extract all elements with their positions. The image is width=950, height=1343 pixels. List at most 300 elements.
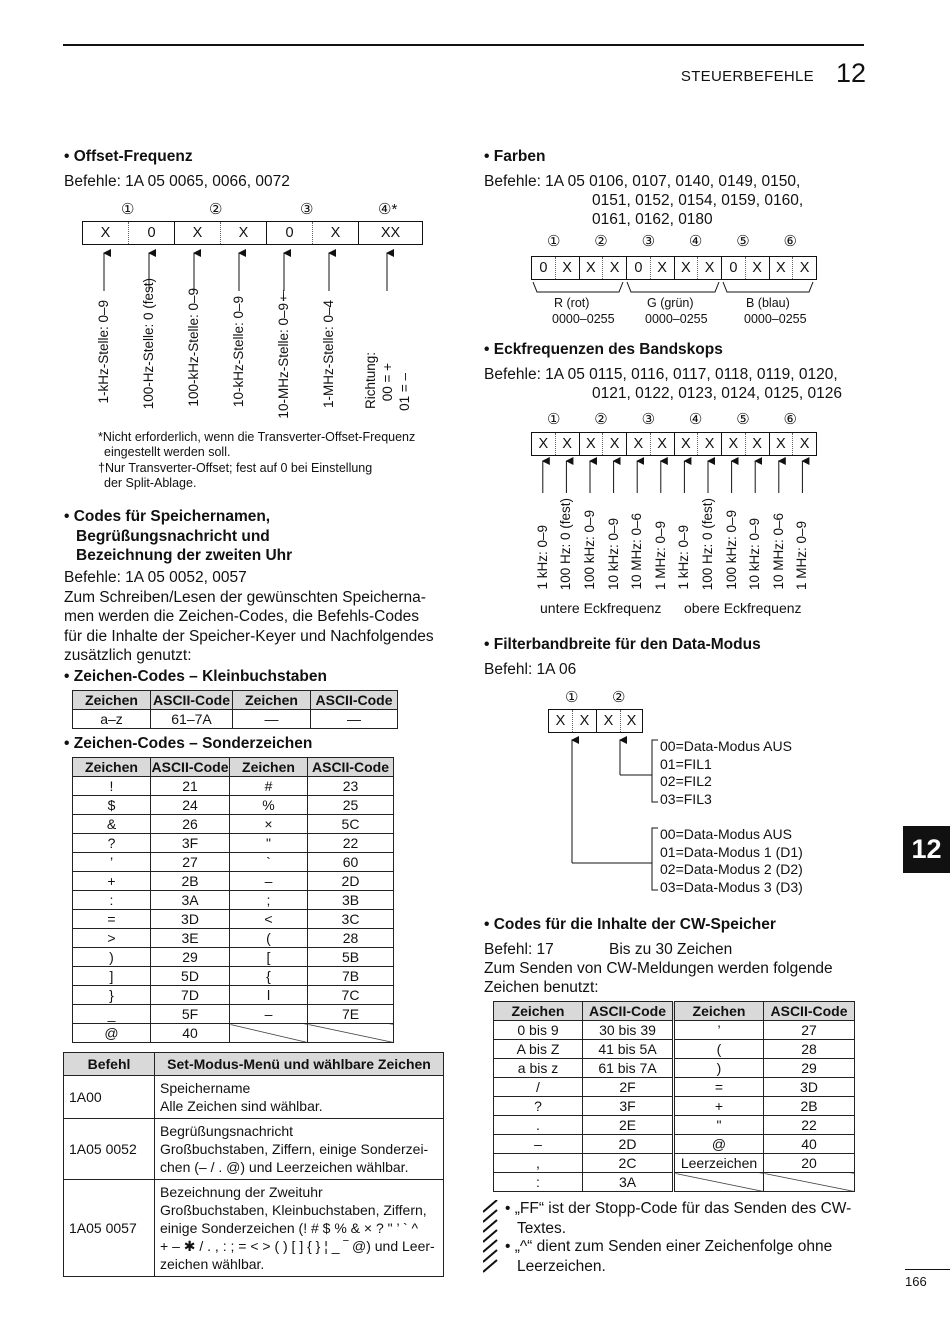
table-cell: 3D <box>764 1078 855 1097</box>
table-cell: 2D <box>583 1135 674 1154</box>
table-cell: 29 <box>764 1059 855 1078</box>
table-row <box>73 1005 394 1024</box>
codes-paragraph-line: Zum Schreiben/Lesen der gewünschten Speicherna- <box>64 588 426 606</box>
table-cell: 2F <box>583 1078 674 1097</box>
table-cell: 29 <box>151 948 230 967</box>
farben-cmd: 0151, 0152, 0154, 0159, 0160, <box>592 192 804 209</box>
table-cell: 2B <box>764 1097 855 1116</box>
menu-cmd: 1A05 0057 <box>64 1180 155 1277</box>
offset-commands: Befehle: 1A 05 0065, 0066, 0072 <box>64 173 290 190</box>
table-cell <box>764 1173 855 1192</box>
eck-upper-label: obere Eckfrequenz <box>684 600 802 616</box>
table-row <box>494 1116 855 1135</box>
table-cell: 5D <box>151 967 230 986</box>
filter-option: 02=Data-Modus 2 (D2) <box>660 861 803 877</box>
offset-note: eingestellt werden soll. <box>104 445 231 459</box>
table-cell: [ <box>230 948 308 967</box>
codes-title-line: • Codes für Speichernamen, <box>64 508 271 525</box>
filter-option: 03=Data-Modus 3 (D3) <box>660 878 803 895</box>
table-cell: a bis z <box>494 1059 583 1078</box>
eck-label: 100 Hz: 0 (fest) <box>700 497 715 590</box>
codes-title <box>64 507 292 566</box>
group-number: ⑥ <box>783 411 797 428</box>
table-cell: × <box>230 815 308 834</box>
cw-header: ASCII-Code <box>583 1002 674 1021</box>
table-row <box>73 853 394 872</box>
codes-title-line: Begrüßungsnachricht und <box>76 527 270 545</box>
farben-cmd: Befehle: 1A 05 0106, 0107, 0140, 0149, 0150, <box>484 173 801 190</box>
code-cell: X <box>556 433 580 455</box>
filter-cell: X <box>573 710 597 732</box>
table-cell: 7B <box>308 967 394 986</box>
table-cell: l <box>230 986 308 1005</box>
group-number: ⑥ <box>783 233 797 250</box>
table-row <box>73 710 398 729</box>
table-row <box>64 1180 444 1277</box>
filter-code-box <box>548 709 643 733</box>
menu-header: Set-Modus-Menü und wählbare Zeichen <box>155 1053 444 1076</box>
cw-note-line: • „FF“ ist der Stopp-Code für das Senden des CW- <box>505 1200 852 1217</box>
farben-group-g <box>645 296 708 327</box>
menu-cmd: 1A05 0052 <box>64 1119 155 1180</box>
offset-label: 10-kHz-Stelle: 0–9 <box>231 296 246 408</box>
table-cell: { <box>230 967 308 986</box>
chapter-side-tab: 12 <box>903 826 950 873</box>
table-cell: > <box>73 929 151 948</box>
table-cell: 2D <box>308 872 394 891</box>
offset-cell: X <box>221 222 267 244</box>
offset-cell: XX <box>380 225 401 241</box>
sonder-table <box>72 757 394 1043</box>
code-cell: X <box>603 257 627 279</box>
code-cell: X <box>746 257 770 279</box>
cw-header: Zeichen <box>674 1002 764 1021</box>
table-cell: , <box>494 1154 583 1173</box>
farben-code-box <box>531 256 817 280</box>
table-cell: & <box>73 815 151 834</box>
note-hatch-icon <box>483 1200 499 1274</box>
farben-group-b <box>744 296 807 327</box>
table-row <box>494 1135 855 1154</box>
menu-desc-line: Großbuchstaben, Ziffern, einige Sonderzei- <box>160 1141 429 1157</box>
filter-num-1: ① <box>565 689 579 706</box>
eck-cmd: Befehle: 1A 05 0115, 0116, 0117, 0118, 0119, 0120, <box>484 366 838 383</box>
table-cell: 40 <box>151 1024 230 1043</box>
group-number: ④ <box>688 411 703 428</box>
farben-group-range: 0000–0255 <box>744 311 807 326</box>
filter-option: 01=FIL1 <box>660 755 712 772</box>
offset-title: • Offset-Frequenz <box>64 148 193 165</box>
cw-title: • Codes für die Inhalte der CW-Speicher <box>484 916 776 933</box>
table-cell: 3A <box>583 1173 674 1192</box>
table-cell: # <box>230 777 308 796</box>
table-cell: $ <box>73 796 151 815</box>
offset-label: 100-kHz-Stelle: 0–9 <box>186 288 201 407</box>
farben-group-range: 0000–0255 <box>552 311 615 326</box>
menu-desc <box>155 1076 444 1119</box>
menu-desc-line: + – ✱ / . , : ; = < > ( ) [ ] { } ¦ _ ‾ @) und Leer- <box>160 1238 435 1254</box>
codes-paragraph-line: men werden die Zeichen-Codes, die Befehls-Codes <box>64 608 419 625</box>
offset-arrows <box>82 245 422 295</box>
eck-lower-label: untere Eckfrequenz <box>540 600 662 616</box>
eck-label: 1 MHz: 0–9 <box>652 520 668 590</box>
offset-num-2: ② <box>209 201 223 218</box>
table-row <box>73 967 394 986</box>
table-cell: 5C <box>308 815 394 834</box>
filter-option: 01=Data-Modus 1 (D1) <box>660 843 803 860</box>
codes-commands: Befehle: 1A 05 0052, 0057 <box>64 569 247 586</box>
table-cell: – <box>494 1135 583 1154</box>
code-cell: X <box>675 257 699 279</box>
table-cell: : <box>73 891 151 910</box>
codes-paragraph-line: zusätzlich genutzt: <box>64 647 192 664</box>
table-cell: 3C <box>308 910 394 929</box>
table-cell: 60 <box>308 853 394 872</box>
table-cell: + <box>674 1097 764 1116</box>
offset-note: †Nur Transverter-Offset; fest auf 0 bei Einstellung <box>98 461 373 475</box>
table-cell: 25 <box>308 796 394 815</box>
table-cell: — <box>233 710 311 729</box>
table-row <box>494 1078 855 1097</box>
sonder-header: ASCII-Code <box>151 759 229 775</box>
table-cell: ? <box>73 834 151 853</box>
codes-title-line: Bezeichnung der zweiten Uhr <box>76 547 293 564</box>
eck-label: 10 kHz: 0–9 <box>605 517 621 590</box>
table-row <box>73 777 394 796</box>
offset-num-1: ① <box>121 201 135 218</box>
filter-options-2 <box>660 738 792 808</box>
table-cell: 40 <box>764 1135 855 1154</box>
table-cell: 22 <box>764 1116 855 1135</box>
table-row <box>73 948 394 967</box>
table-cell: 5F <box>151 1005 230 1024</box>
offset-richtung: Richtung: <box>363 352 378 410</box>
table-cell: 3F <box>583 1097 674 1116</box>
cw-note-line: Textes. <box>517 1219 567 1237</box>
table-cell: 61 bis 7A <box>583 1059 674 1078</box>
group-number: ② <box>594 411 608 428</box>
table-cell: ’ <box>73 853 151 872</box>
eck-label: 10 kHz: 0–9 <box>747 517 763 590</box>
code-cell: X <box>799 260 810 276</box>
filter-options-1 <box>660 826 803 896</box>
sonder-header: Zeichen <box>230 758 308 777</box>
eck-label: 100 Hz: 0 (fest) <box>558 497 574 590</box>
table-cell: 20 <box>764 1154 855 1173</box>
offset-cell: X <box>175 222 221 244</box>
farben-group-name: R (rot) <box>554 296 590 310</box>
offset-code-box <box>82 221 423 245</box>
table-cell: 61–7A <box>151 710 233 729</box>
eck-label: 10 MHz: 0–6 <box>629 513 645 590</box>
code-cell: X <box>651 433 675 455</box>
table-row <box>494 1097 855 1116</box>
group-number: ⑤ <box>736 411 750 428</box>
table-cell: 2C <box>583 1154 674 1173</box>
farben-braces <box>531 280 816 296</box>
code-cell: X <box>627 433 651 455</box>
farben-title: • Farben <box>484 148 546 165</box>
code-cell: X <box>722 433 746 455</box>
eck-label: 1 MHz: 0–9 <box>794 520 810 590</box>
table-row <box>73 910 394 929</box>
header-rule <box>63 44 864 46</box>
table-cell: 3A <box>151 891 230 910</box>
menu-table <box>63 1052 444 1277</box>
table-row <box>73 815 394 834</box>
table-cell <box>674 1173 764 1192</box>
header-title: STEUERBEFEHLE <box>680 68 814 85</box>
offset-label: 1-kHz-Stelle: 0–9 <box>96 300 111 404</box>
offset-num-3: ③ <box>300 201 314 218</box>
filter-cell: X <box>597 710 621 732</box>
table-cell: ) <box>73 948 151 967</box>
table-cell: } <box>73 986 151 1005</box>
table-cell: % <box>230 796 308 815</box>
table-cell: @ <box>73 1024 151 1043</box>
table-row <box>73 986 394 1005</box>
cw-note-line: • „^“ dient zum Senden einer Zeichenfolge ohne <box>505 1238 833 1255</box>
header-chapter: 12 <box>836 58 867 88</box>
table-row <box>73 834 394 853</box>
cw-paragraph-line: Zeichen benutzt: <box>484 979 599 996</box>
table-cell: 28 <box>764 1040 855 1059</box>
farben-group-range: 0000–0255 <box>645 311 708 326</box>
table-cell: ( <box>230 929 308 948</box>
farben-cmd: 0161, 0162, 0180 <box>592 211 713 228</box>
code-cell: X <box>799 436 810 452</box>
page-number: 166 <box>905 1274 927 1289</box>
table-cell: ? <box>494 1097 583 1116</box>
menu-desc-line: Begrüßungsnachricht <box>160 1123 294 1139</box>
offset-richtung: 01 = – <box>397 373 412 411</box>
filter-cell: X <box>626 713 637 729</box>
table-row <box>64 1076 444 1119</box>
table-cell: ! <box>73 777 151 796</box>
klein-title: • Zeichen-Codes – Kleinbuchstaben <box>64 668 327 685</box>
table-cell: ) <box>674 1059 764 1078</box>
table-cell: 24 <box>151 796 230 815</box>
table-row <box>494 1173 855 1192</box>
codes-text <box>64 568 434 666</box>
table-cell: 7E <box>308 1005 394 1024</box>
cw-limit: Bis zu 30 Zeichen <box>609 941 733 958</box>
table-cell: 0 bis 9 <box>494 1021 583 1040</box>
code-cell: X <box>770 257 794 279</box>
table-cell: A bis Z <box>494 1040 583 1059</box>
code-cell: X <box>770 433 794 455</box>
eck-arrows <box>531 455 816 495</box>
group-number: ③ <box>641 233 656 250</box>
menu-cmd: 1A00 <box>64 1076 155 1119</box>
table-cell: < <box>230 910 308 929</box>
code-cell: X <box>746 433 770 455</box>
menu-desc-line: Speichername <box>160 1080 251 1096</box>
sonder-title: • Zeichen-Codes – Sonderzeichen <box>64 735 313 752</box>
table-cell: 22 <box>308 834 394 853</box>
klein-header: ASCII-Code <box>151 691 233 710</box>
table-cell: 3E <box>151 929 230 948</box>
klein-header: ASCII-Code <box>311 691 398 710</box>
table-row <box>73 872 394 891</box>
cw-header: ASCII-Code <box>764 1002 855 1021</box>
menu-desc-line: Großbuchstaben, Kleinbuchstaben, Ziffern, <box>160 1202 427 1218</box>
filter-option: 02=FIL2 <box>660 773 712 789</box>
table-cell: 2B <box>151 872 230 891</box>
code-cell: X <box>603 433 627 455</box>
cw-header: Zeichen <box>494 1002 583 1021</box>
table-cell: 23 <box>308 777 394 796</box>
filter-option: 00=Data-Modus AUS <box>660 738 792 754</box>
eck-label: 1 kHz: 0–9 <box>534 525 550 590</box>
table-cell: – <box>230 1005 308 1024</box>
table-cell: . <box>494 1116 583 1135</box>
table-row <box>494 1021 855 1040</box>
filter-connectors <box>548 732 668 902</box>
cw-cmd: Befehl: 17 <box>484 941 554 958</box>
table-cell: 7C <box>308 986 394 1005</box>
table-row <box>494 1040 855 1059</box>
menu-desc-line: Bezeichnung der Zweituhr <box>160 1184 323 1200</box>
code-cell: X <box>651 257 675 279</box>
filter-option: 03=FIL3 <box>660 790 712 807</box>
group-number: ① <box>547 411 561 428</box>
farben-group-name: G (grün) <box>647 296 694 310</box>
menu-header: Befehl <box>64 1053 155 1076</box>
filter-title: • Filterbandbreite für den Data-Modus <box>484 636 761 653</box>
offset-cell: X <box>313 222 359 244</box>
offset-label: 100-Hz-Stelle: 0 (fest) <box>141 278 156 410</box>
menu-desc-line: Alle Zeichen sind wählbar. <box>160 1098 323 1114</box>
table-cell: 7D <box>151 986 230 1005</box>
table-cell: 41 bis 5A <box>583 1040 674 1059</box>
filter-cell: X <box>549 710 573 732</box>
table-cell: 27 <box>151 853 230 872</box>
sonder-header: Zeichen <box>73 758 151 777</box>
table-cell: 28 <box>308 929 394 948</box>
group-number: ① <box>547 233 561 250</box>
offset-note: *Nicht erforderlich, wenn die Transverter-Offset-Frequenz <box>98 430 416 444</box>
table-row <box>73 1024 394 1043</box>
table-cell: ` <box>230 853 308 872</box>
menu-desc-line: zeichen wählbar. <box>160 1256 265 1272</box>
menu-desc-line: einige Sonderzeichen (! # $ % & × ? " ’ ` ^ <box>160 1220 419 1236</box>
code-cell: X <box>698 257 722 279</box>
table-cell: / <box>494 1078 583 1097</box>
code-cell: X <box>580 433 604 455</box>
menu-desc-line: chen (– / . @) und Leerzeichen wählbar. <box>160 1159 409 1175</box>
table-row <box>73 929 394 948</box>
codes-paragraph-line: für die Inhalte der Speicher-Keyer und Nachfolgendes <box>64 627 434 645</box>
klein-header: Zeichen <box>73 691 151 710</box>
eck-label: 10 MHz: 0–6 <box>770 513 786 590</box>
cw-note-line: Leerzeichen. <box>517 1257 606 1275</box>
group-number: ④ <box>688 233 703 250</box>
eck-label: 100 kHz: 0–9 <box>723 510 739 590</box>
table-cell: Leerzeichen <box>674 1154 764 1173</box>
table-cell: ; <box>230 891 308 910</box>
table-cell: 3D <box>151 910 230 929</box>
page-number-rule <box>905 1269 950 1270</box>
table-cell: + <box>73 872 151 891</box>
code-cell: X <box>698 433 722 455</box>
code-cell: 0 <box>532 257 556 279</box>
eck-code-box <box>531 432 817 456</box>
group-number: ③ <box>641 411 656 428</box>
code-cell: X <box>532 433 556 455</box>
farben-group-r <box>552 296 615 327</box>
table-cell: ’ <box>674 1021 764 1040</box>
table-cell <box>308 1024 394 1043</box>
menu-desc <box>155 1180 444 1277</box>
klein-table <box>72 690 398 729</box>
filter-num-2: ② <box>612 689 626 706</box>
table-row <box>73 891 394 910</box>
eck-title: • Eckfrequenzen des Bandskops <box>484 341 723 358</box>
table-cell: " <box>674 1116 764 1135</box>
table-cell: = <box>73 910 151 929</box>
code-cell: 0 <box>627 257 651 279</box>
table-cell: 3F <box>151 834 230 853</box>
table-cell: a–z <box>73 710 151 729</box>
filter-option: 00=Data-Modus AUS <box>660 826 792 842</box>
group-number: ⑤ <box>736 233 750 250</box>
cw-paragraph-line: Zum Senden von CW-Meldungen werden folgende <box>484 960 833 977</box>
offset-note: der Split-Ablage. <box>104 476 197 490</box>
table-cell: @ <box>674 1135 764 1154</box>
code-cell: X <box>580 257 604 279</box>
offset-cell: X <box>83 222 129 244</box>
klein-header: Zeichen <box>233 691 311 710</box>
table-cell: " <box>230 834 308 853</box>
offset-num-4: ④* <box>378 201 398 218</box>
table-cell: 26 <box>151 815 230 834</box>
offset-cell: 0 <box>267 222 313 244</box>
table-cell: : <box>494 1173 583 1192</box>
table-cell: ( <box>674 1040 764 1059</box>
eck-cmd: 0121, 0122, 0123, 0124, 0125, 0126 <box>592 385 842 402</box>
farben-group-name: B (blau) <box>746 296 790 310</box>
table-cell: 30 bis 39 <box>583 1021 674 1040</box>
table-cell: ] <box>73 967 151 986</box>
offset-label: 1-MHz-Stelle: 0–4 <box>321 300 336 409</box>
table-row <box>494 1059 855 1078</box>
cw-table <box>493 1001 855 1192</box>
code-cell: X <box>556 257 580 279</box>
table-cell: 27 <box>764 1021 855 1040</box>
code-cell: X <box>675 433 699 455</box>
menu-desc <box>155 1119 444 1180</box>
table-cell: 2E <box>583 1116 674 1135</box>
offset-cell: 0 <box>129 222 175 244</box>
table-row <box>494 1154 855 1173</box>
code-cell: 0 <box>722 257 746 279</box>
table-cell: 21 <box>151 777 230 796</box>
table-cell <box>230 1024 308 1043</box>
table-cell: = <box>674 1078 764 1097</box>
offset-richtung: 00 = + <box>380 363 395 402</box>
table-row <box>73 796 394 815</box>
table-cell: — <box>311 710 398 729</box>
table-row <box>64 1119 444 1180</box>
filter-cmd: Befehl: 1A 06 <box>484 661 577 678</box>
cw-note-2 <box>505 1237 832 1276</box>
table-cell: 3B <box>308 891 394 910</box>
eck-label: 100 kHz: 0–9 <box>582 510 597 590</box>
eck-label: 1 kHz: 0–9 <box>676 525 692 590</box>
offset-label: 10-MHz-Stelle: 0–9† <box>276 288 291 419</box>
table-cell: – <box>230 872 308 891</box>
